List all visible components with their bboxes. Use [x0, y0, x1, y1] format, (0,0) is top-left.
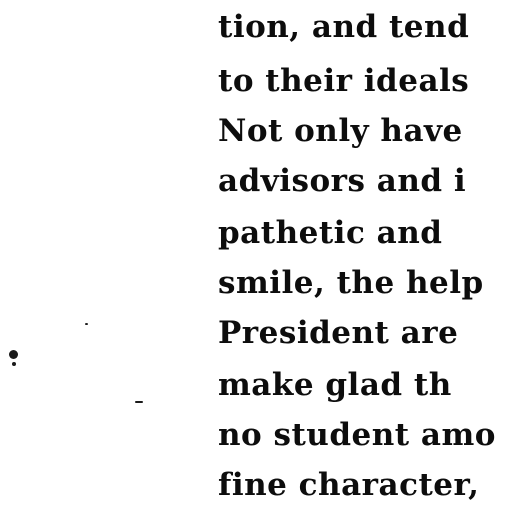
text-line-5: pathetic and [218, 215, 443, 251]
text-line-1: tion, and tend [218, 9, 470, 45]
text-line-2: to their ideals [218, 63, 470, 99]
text-line-9: no student amo [218, 417, 496, 453]
text-line-6: smile, the help [218, 265, 484, 301]
ink-speck [9, 350, 18, 359]
ink-speck [12, 362, 16, 366]
text-line-8: make glad th [218, 367, 452, 403]
text-line-3: Not only have [218, 113, 463, 149]
text-line-7: President are [218, 315, 459, 351]
ink-speck [135, 401, 143, 403]
text-line-10: fine character, [218, 467, 480, 503]
ink-speck [85, 323, 88, 325]
text-line-4: advisors and i [218, 163, 467, 199]
